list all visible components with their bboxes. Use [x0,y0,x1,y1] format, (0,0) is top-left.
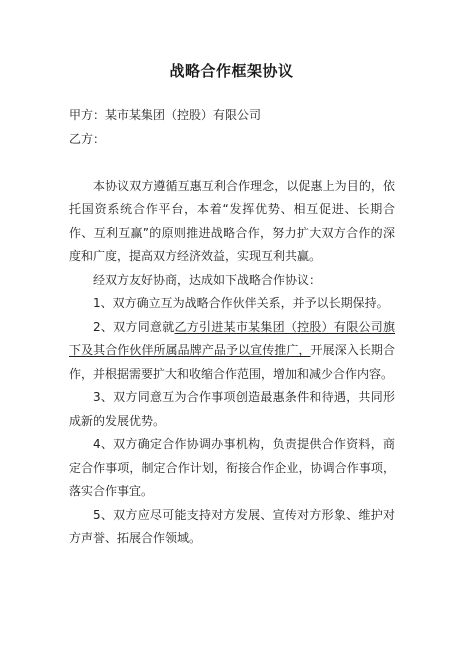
clause-2-underlined: 乙方引进某市某集团（控股）有限公司旗下及其合作伙伴所属品牌产品予以宣传推广， [69,319,395,357]
clause-2-start: 2、双方同意就 [93,319,175,334]
clause-2-end: 开展深入长期合作，并根据需要扩大和收缩合作范围，增加和减少合作内容。 [69,343,395,381]
party-a-line: 甲方：某市某集团（控股）有限公司 [69,108,262,122]
clause-5: 5、双方应尽可能支持对方发展、宣传对方形象、维护对方声誉、拓展合作领域。 [69,507,395,545]
document-title: 战略合作框架协议 [169,62,294,80]
document-body [69,104,395,551]
agreement-line: 经双方友好协商，达成如下战略合作协议： [93,272,322,287]
clause-2 [69,316,395,387]
clause-4: 4、双方确定合作协调办事机构，负责提供合作资料，商定合作事项，制定合作计划，衔接合作企业，协调合作事项，落实合作事宜。 [69,437,395,498]
paragraph-spacer [69,151,395,175]
intro-paragraph: 本协议双方遵循互惠互利合作理念，以促惠上为目的，依托国资系统合作平台，本着“发挥优势、相互促进、长期合作、互利互赢”的原则推进战略合作，努力扩大双方合作的深度和广度，提高双方经济效益，实现互利共赢。 [69,178,395,263]
clause-1: 1、双方确立互为战略合作伙伴关系，并予以长期保持。 [93,296,389,310]
party-b-line: 乙方： [69,131,106,146]
clause-3: 3、双方同意互为合作事项创造最惠条件和待遇，共同形成新的发展优势。 [69,390,395,428]
